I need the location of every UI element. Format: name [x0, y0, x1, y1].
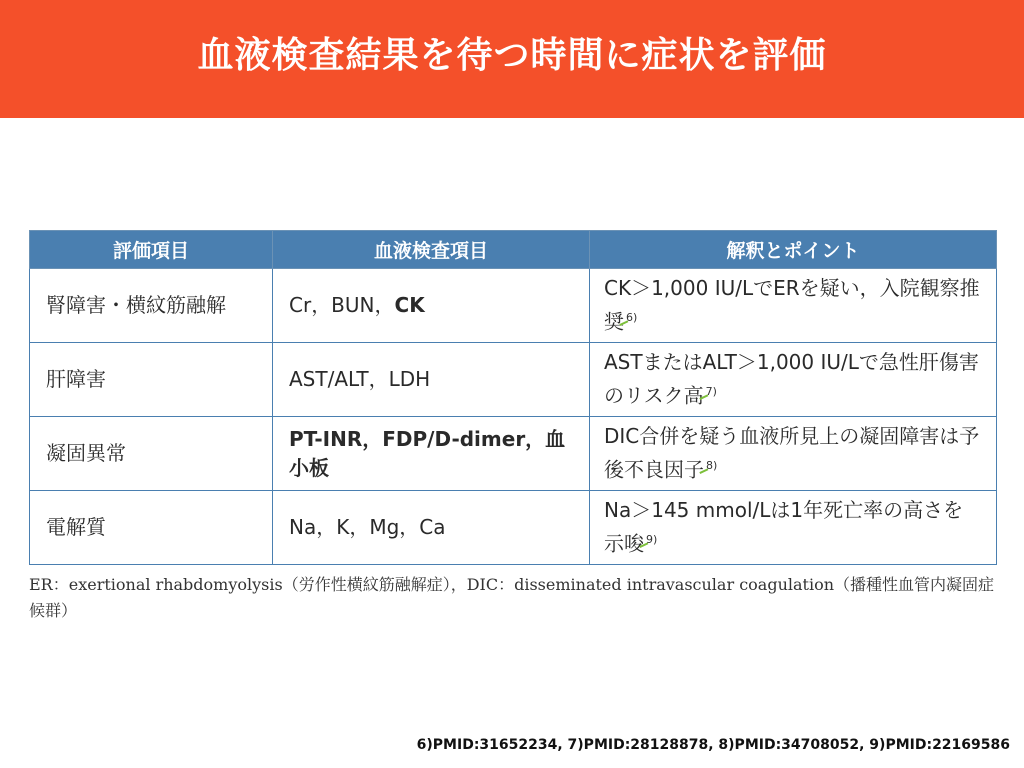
row-tests: [273, 269, 590, 343]
slide-title: 血液検査結果を待つ時間に症状を評価: [197, 35, 827, 76]
reference-mark: [704, 451, 717, 485]
tests-bold: PT-INR，FDP/D-dimer，血小板: [289, 426, 566, 480]
interpretation-text: DIC合併を疑う血液所見上の凝固障害は予後不良因子: [604, 424, 980, 482]
row-tests: [273, 491, 590, 565]
row-item: 電解質: [30, 491, 273, 565]
column-header-interpretation: 解釈とポイント: [590, 231, 997, 269]
reference-mark: [624, 303, 637, 337]
evaluation-table: [29, 230, 997, 565]
row-interpretation: [590, 417, 997, 491]
row-item: 腎障害・横紋筋融解: [30, 269, 273, 343]
reference-number: 6): [626, 311, 638, 325]
references: 6)PMID:31652234, 7)PMID:28128878, 8)PMID:34708052, 9)PMID:22169586: [416, 737, 1010, 753]
abbreviation-note: ER：exertional rhabdomyolysis（労作性横紋筋融解症），DIC：disseminated intravascular coagulation（播種性血管内凝固症候群）: [29, 575, 995, 620]
interpretation-text: CK＞1,000 IU/LでERを疑い，入院観察推奨: [604, 276, 980, 334]
table-header-row: [30, 231, 997, 269]
tests-plain: AST/ALT，LDH: [289, 367, 431, 391]
tests-bold: CK: [394, 293, 425, 317]
row-interpretation: [590, 269, 997, 343]
column-header-item: 評価項目: [30, 231, 273, 269]
reference-number: 8): [706, 459, 718, 473]
row-tests: [273, 343, 590, 417]
tests-plain: Cr，BUN，: [289, 293, 395, 317]
tests-plain: Na，K，Mg，Ca: [289, 515, 446, 539]
reference-mark: [644, 525, 657, 559]
row-interpretation: [590, 343, 997, 417]
table-row: [30, 491, 997, 565]
reference-number: 9): [646, 533, 658, 547]
table-row: [30, 417, 997, 491]
row-item: 肝障害: [30, 343, 273, 417]
reference-mark: [704, 377, 717, 411]
row-item: 凝固異常: [30, 417, 273, 491]
interpretation-text: ASTまたはALT＞1,000 IU/Lで急性肝傷害のリスク高: [604, 350, 979, 408]
table-row: [30, 343, 997, 417]
row-interpretation: [590, 491, 997, 565]
column-header-tests: 血液検査項目: [273, 231, 590, 269]
interpretation-text: Na＞145 mmol/Lは1年死亡率の高さを示唆: [604, 498, 964, 556]
row-tests: [273, 417, 590, 491]
reference-number: 7): [705, 385, 717, 399]
table-row: [30, 269, 997, 343]
